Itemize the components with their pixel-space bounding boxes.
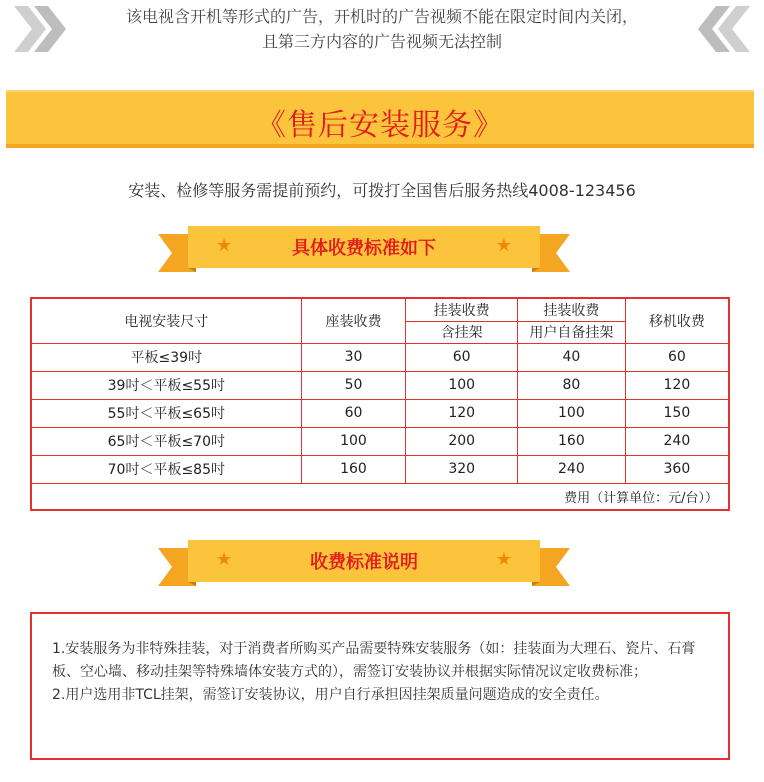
cell-wall2: 80 xyxy=(518,371,626,399)
cell-size: 平板≤39吋 xyxy=(31,343,301,371)
cell-seat: 160 xyxy=(301,455,406,483)
table-row xyxy=(31,399,729,427)
header-wall2-top: 挂装收费 xyxy=(518,298,626,321)
table-row xyxy=(31,455,729,483)
star-icon: ★ xyxy=(495,235,512,256)
header-wall2-bottom: 用户自备挂架 xyxy=(518,321,626,343)
header-size: 电视安装尺寸 xyxy=(31,298,301,343)
notice-line-2: 且第三方内容的广告视频无法控制 xyxy=(261,32,502,51)
table-row xyxy=(31,371,729,399)
after-sales-banner xyxy=(6,90,754,148)
cell-wall1: 200 xyxy=(406,427,518,455)
star-icon: ★ xyxy=(495,549,512,570)
cell-wall2: 40 xyxy=(518,343,626,371)
cell-wall2: 240 xyxy=(518,455,626,483)
cell-move: 60 xyxy=(625,343,729,371)
notice-line-1: 该电视含开机等形式的广告，开机时的广告视频不能在限定时间内关闭， xyxy=(125,7,638,26)
cell-size: 55吋＜平板≤65吋 xyxy=(31,399,301,427)
star-icon: ★ xyxy=(216,235,233,256)
header-wall1-top: 挂装收费 xyxy=(406,298,518,321)
cell-wall1: 60 xyxy=(406,343,518,371)
cell-wall1: 120 xyxy=(406,399,518,427)
ad-notice xyxy=(0,0,764,62)
fee-explanation-box xyxy=(30,612,730,760)
cell-wall2: 160 xyxy=(518,427,626,455)
service-hotline: 安装、检修等服务需提前预约，可拨打全国售后服务热线4008-123456 xyxy=(128,181,636,200)
cell-move: 240 xyxy=(625,427,729,455)
banner-title: 《售后安装服务》 xyxy=(256,108,504,143)
cell-seat: 30 xyxy=(301,343,406,371)
header-seat: 座装收费 xyxy=(301,298,406,343)
cell-wall1: 100 xyxy=(406,371,518,399)
cell-size: 65吋＜平板≤70吋 xyxy=(31,427,301,455)
explain-item-2: 2.用户选用非TCL挂架，需签订安装协议，用户自行承担因挂架质量问题造成的安全责任。 xyxy=(52,687,609,703)
fee-table xyxy=(30,297,730,511)
explain-ribbon xyxy=(158,536,570,586)
fee-unit-note: 费用（计算单位：元/台）） xyxy=(31,483,729,510)
cell-wall2: 100 xyxy=(518,399,626,427)
explain-section-title: 收费标准说明 xyxy=(310,552,418,573)
double-chevron-left-icon xyxy=(692,4,752,54)
star-icon: ★ xyxy=(216,549,233,570)
table-note-row xyxy=(31,483,729,510)
cell-size: 39吋＜平板≤55吋 xyxy=(31,371,301,399)
table-row xyxy=(31,343,729,371)
cell-seat: 60 xyxy=(301,399,406,427)
header-move: 移机收费 xyxy=(625,298,729,343)
cell-move: 120 xyxy=(625,371,729,399)
fee-section-title: 具体收费标准如下 xyxy=(292,238,436,259)
explain-item-1: 1.安装服务为非特殊挂装，对于消费者所购买产品需要特殊安装服务（如：挂装面为大理石、瓷片、石膏板、空心墙、移动挂架等特殊墙体安装方式的），需签订安装协议并根据实际情况议定收费标准； xyxy=(52,641,696,680)
double-chevron-right-icon xyxy=(12,4,72,54)
header-wall1-bottom: 含挂架 xyxy=(406,321,518,343)
cell-seat: 100 xyxy=(301,427,406,455)
table-header-row xyxy=(31,298,729,321)
cell-seat: 50 xyxy=(301,371,406,399)
cell-size: 70吋＜平板≤85吋 xyxy=(31,455,301,483)
fee-standard-ribbon xyxy=(158,222,570,272)
table-row xyxy=(31,427,729,455)
cell-move: 360 xyxy=(625,455,729,483)
notice-text xyxy=(70,4,694,54)
cell-move: 150 xyxy=(625,399,729,427)
cell-wall1: 320 xyxy=(406,455,518,483)
